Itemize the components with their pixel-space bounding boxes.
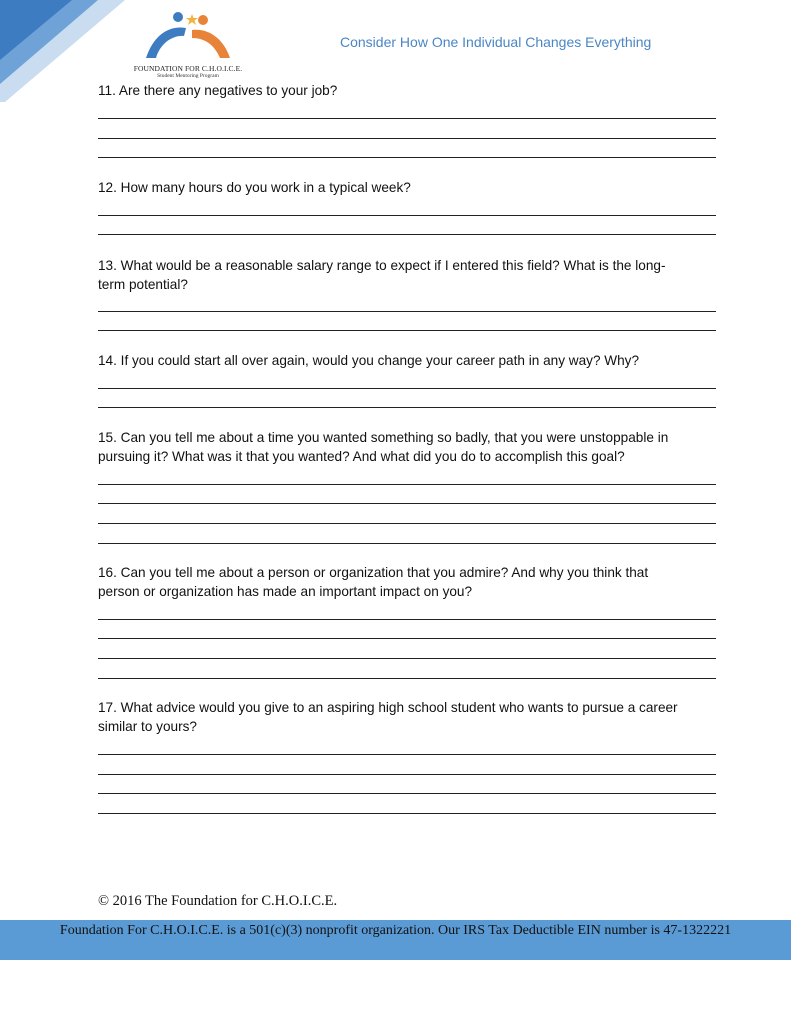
answer-line[interactable] [98,543,716,544]
question-12: 12. How many hours do you work in a typical week? [98,180,411,195]
answer-line[interactable] [98,754,716,755]
answer-line[interactable] [98,813,716,814]
copyright: © 2016 The Foundation for C.H.O.I.C.E. [98,893,338,909]
answer-line[interactable] [98,793,716,794]
question-13-line-2: term potential? [98,277,188,292]
answer-line[interactable] [98,619,716,620]
question-16-line-2: person or organization has made an important impact on you? [98,584,473,599]
answer-line[interactable] [98,407,716,408]
answer-line[interactable] [98,503,716,504]
question-13-line-1: 13. What would be a reasonable salary range to expect if I entered this field? What is the long- [98,258,666,273]
question-13 [98,256,710,294]
logo-subtitle: Student Mentoring Program [157,73,219,79]
question-16 [98,563,710,601]
logo-name: FOUNDATION FOR C.H.O.I.C.E. [133,64,243,73]
answer-line[interactable] [98,388,716,389]
answer-line[interactable] [98,157,716,158]
question-16-line-1: 16. Can you tell me about a person or organization that you admire? And why you think that [98,565,649,580]
footer-nonprofit-notice: Foundation For C.H.O.I.C.E. is a 501(c)(3) nonprofit organization. Our IRS Tax Deductible EIN number is 47-1322221 [59,923,732,938]
question-15 [98,428,710,466]
answer-line[interactable] [98,118,716,119]
answer-line[interactable] [98,234,716,235]
answer-line[interactable] [98,138,716,139]
answer-line[interactable] [98,311,716,312]
answer-line[interactable] [98,678,716,679]
question-17 [98,698,710,736]
answer-line[interactable] [98,774,716,775]
answer-line[interactable] [98,330,716,331]
question-17-line-1: 17. What advice would you give to an aspiring high school student who wants to pursue a career [98,700,678,715]
question-11: 11. Are there any negatives to your job? [98,83,338,98]
answer-line[interactable] [98,215,716,216]
tagline: Consider How One Individual Changes Everything [340,34,652,50]
answer-line[interactable] [98,523,716,524]
question-14: 14. If you could start all over again, would you change your career path in any way? Why? [98,353,640,368]
answer-line[interactable] [98,638,716,639]
question-15-line-1: 15. Can you tell me about a time you wanted something so badly, that you were unstoppable in [98,430,669,445]
question-17-line-2: similar to yours? [98,719,197,734]
answer-line[interactable] [98,658,716,659]
answer-line[interactable] [98,484,716,485]
question-15-line-2: pursuing it? What was it that you wanted? And what did you do to accomplish this goal? [98,449,625,464]
